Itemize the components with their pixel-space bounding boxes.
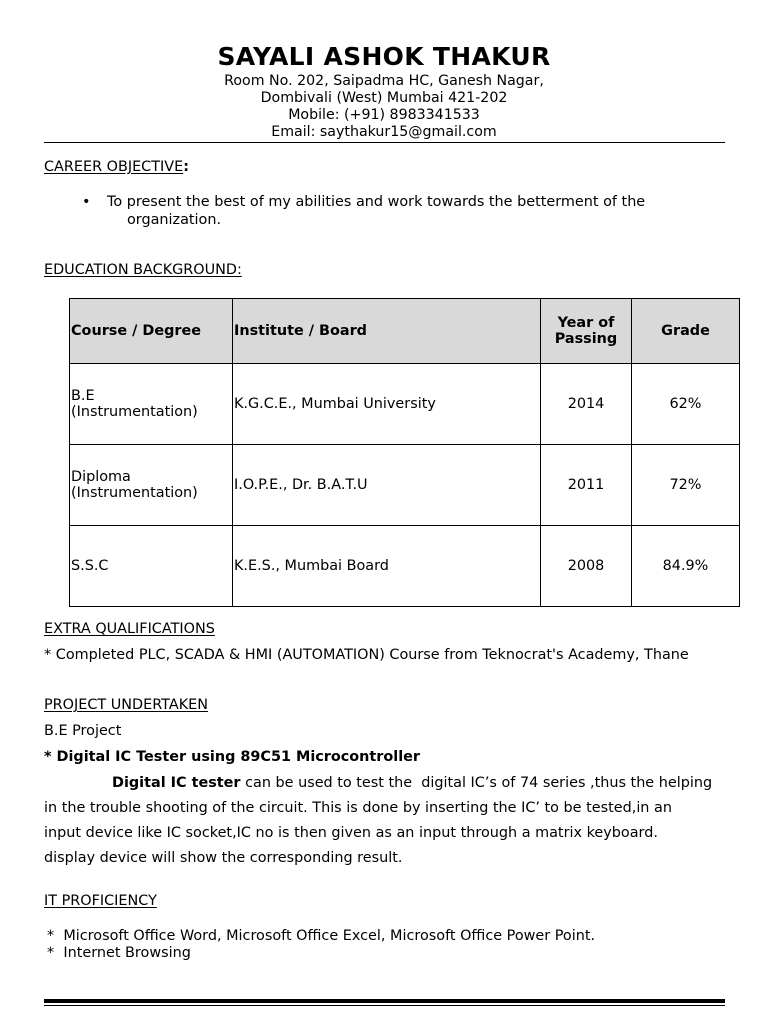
list-item: * Microsoft Office Word, Microsoft Office Excel, Microsoft Office Power Point. bbox=[47, 928, 596, 944]
institute-cell: I.O.P.E., Dr. B.A.T.U bbox=[233, 445, 541, 526]
institute-cell: K.G.C.E., Mumbai University bbox=[233, 364, 541, 445]
table-header-row bbox=[70, 299, 740, 364]
table-row bbox=[70, 445, 740, 526]
extra-qualifications-heading: EXTRA QUALIFICATIONS bbox=[44, 621, 215, 637]
objective-text-line-1: To present the best of my abilities and work towards the betterment of the bbox=[107, 194, 646, 210]
header-divider bbox=[44, 142, 725, 143]
table-row bbox=[70, 364, 740, 445]
course-cell: S.S.C bbox=[70, 526, 233, 607]
address-line-2: Dombivali (West) Mumbai 421-202 bbox=[260, 90, 508, 106]
project-description-line-1: Digital IC tester can be used to test the digital IC’s of 74 series ,thus the helping bbox=[112, 775, 713, 791]
grade-cell: 62% bbox=[632, 364, 740, 445]
career-objective-heading: CAREER OBJECTIVE: bbox=[44, 159, 189, 175]
list-item: * Internet Browsing bbox=[47, 945, 191, 961]
year-cell: 2011 bbox=[541, 445, 632, 526]
education-table bbox=[69, 298, 740, 607]
project-type: B.E Project bbox=[44, 723, 122, 739]
project-description-line-2: in the trouble shooting of the circuit. This is done by inserting the IC’ to be tested,in an bbox=[44, 800, 672, 816]
footer-divider-thin bbox=[44, 1005, 725, 1006]
grade-cell: 72% bbox=[632, 445, 740, 526]
education-heading: EDUCATION BACKGROUND: bbox=[44, 262, 242, 278]
address-line-1: Room No. 202, Saipadma HC, Ganesh Nagar, bbox=[224, 73, 544, 89]
column-header-year: Year of Passing bbox=[541, 299, 632, 364]
project-title: * Digital IC Tester using 89C51 Microcontroller bbox=[44, 749, 421, 765]
column-header-grade: Grade bbox=[632, 299, 740, 364]
column-header-institute: Institute / Board bbox=[233, 299, 541, 364]
year-cell: 2008 bbox=[541, 526, 632, 607]
year-cell: 2014 bbox=[541, 364, 632, 445]
project-heading: PROJECT UNDERTAKEN bbox=[44, 697, 208, 713]
it-proficiency-heading: IT PROFICIENCY bbox=[44, 893, 157, 909]
email-address: Email: saythakur15@gmail.com bbox=[271, 124, 497, 140]
project-description-line-3: input device like IC socket,IC no is then given as an input through a matrix keyboard. bbox=[44, 825, 658, 841]
table-row bbox=[70, 526, 740, 607]
bullet-icon: • bbox=[82, 194, 91, 210]
column-header-course: Course / Degree bbox=[70, 299, 233, 364]
candidate-name: SAYALI ASHOK THAKUR bbox=[217, 42, 551, 71]
objective-text-line-2: organization. bbox=[127, 212, 222, 228]
project-description-line-4: display device will show the corresponding result. bbox=[44, 850, 403, 866]
extra-qualifications-text: * Completed PLC, SCADA & HMI (AUTOMATION) Course from Teknocrat's Academy, Thane bbox=[44, 647, 689, 663]
grade-cell: 84.9% bbox=[632, 526, 740, 607]
footer-divider-thick bbox=[44, 999, 725, 1003]
course-cell: B.E (Instrumentation) bbox=[70, 364, 233, 445]
course-cell: Diploma (Instrumentation) bbox=[70, 445, 233, 526]
mobile-number: Mobile: (+91) 8983341533 bbox=[288, 107, 480, 123]
institute-cell: K.E.S., Mumbai Board bbox=[233, 526, 541, 607]
